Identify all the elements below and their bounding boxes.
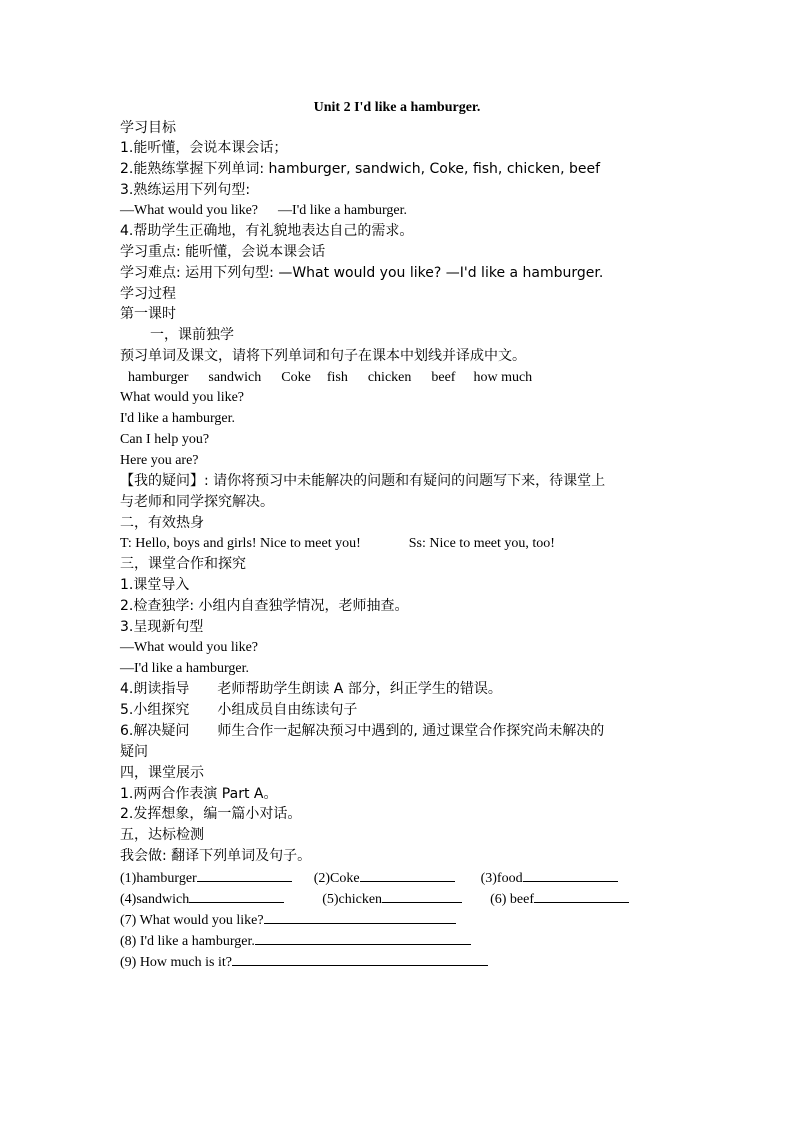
class-step-4-text: 老师帮助学生朗读 A 部分，纠正学生的错误。 xyxy=(217,681,502,697)
test-item-4: (4)sandwich xyxy=(120,892,190,907)
class-step-3: 3.呈现新句型 xyxy=(120,619,204,635)
answer-blank[interactable] xyxy=(360,867,455,882)
section-1-heading: 一，课前独学 xyxy=(150,327,234,343)
warm-up-dialogue xyxy=(120,534,555,554)
preview-sentence-4: Here you are? xyxy=(120,453,199,468)
goal-3: 3.熟练运用下列句型: xyxy=(120,182,251,198)
word: hamburger xyxy=(128,370,189,385)
class-step-6 xyxy=(120,721,604,741)
process-heading: 学习过程 xyxy=(120,286,176,302)
class-step-6-text: 师生合作一起解决预习中遇到的, 通过课堂合作探究尚未解决的 xyxy=(217,723,605,739)
answer-blank[interactable] xyxy=(232,951,488,966)
goal-2: 2.能熟练掌握下列单词: hamburger, sandwich, Coke, fish, chicken, beef xyxy=(120,161,601,177)
class-step-3-sentence-a: —What would you like? xyxy=(120,640,259,655)
test-item-9: (9) How much is it? xyxy=(120,955,232,970)
section-3-heading: 三，课堂合作和探究 xyxy=(120,556,246,572)
test-row-1 xyxy=(120,867,618,889)
class-step-4 xyxy=(120,679,502,699)
class-step-6-continued: 疑问 xyxy=(120,744,148,760)
answer-blank[interactable] xyxy=(197,867,292,882)
document-title: Unit 2 I'd like a hamburger. xyxy=(313,100,481,115)
goal-4: 4.帮助学生正确地，有礼貌地表达自己的需求。 xyxy=(120,223,414,239)
test-item-3: (3)food xyxy=(480,871,523,886)
test-item-5: (5)chicken xyxy=(322,892,383,907)
test-item-6: (6) beef xyxy=(490,892,534,907)
preview-instruction: 预习单词及课文，请将下列单词和句子在课本中划线并译成中文。 xyxy=(120,348,526,364)
word: fish xyxy=(326,370,348,385)
word: chicken xyxy=(367,370,412,385)
word: sandwich xyxy=(208,370,262,385)
word-list xyxy=(128,368,532,388)
preview-sentence-1: What would you like? xyxy=(120,390,245,405)
test-row-5 xyxy=(120,951,488,973)
display-item-1: 1.两两合作表演 Part A。 xyxy=(120,786,278,802)
class-step-4-label: 4.朗读指导 xyxy=(120,681,190,697)
warm-up-teacher: T: Hello, boys and girls! Nice to meet you! xyxy=(120,536,361,551)
test-item-8: (8) I'd like a hamburger. xyxy=(120,934,255,949)
test-row-4 xyxy=(120,930,471,952)
lesson-1-heading: 第一课时 xyxy=(120,306,176,322)
answer-blank[interactable] xyxy=(382,888,462,903)
class-step-2: 2.检查独学: 小组内自查独学情况，老师抽查。 xyxy=(120,598,409,614)
test-item-7: (7) What would you like? xyxy=(120,913,264,928)
goal-3-sentences xyxy=(120,201,407,221)
answer-blank[interactable] xyxy=(534,888,629,903)
answer-blank[interactable] xyxy=(523,867,618,882)
word: beef xyxy=(431,370,456,385)
difficulty: 学习难点: 运用下列句型: —What would you like? —I'd like a hamburger. xyxy=(120,265,604,281)
goal-3-sentence-b: —I'd like a hamburger. xyxy=(278,203,408,218)
class-step-6-label: 6.解决疑问 xyxy=(120,723,190,739)
answer-blank[interactable] xyxy=(255,930,471,945)
display-item-2: 2.发挥想象，编一篇小对话。 xyxy=(120,806,302,822)
test-row-2 xyxy=(120,888,629,910)
preview-sentence-2: I'd like a hamburger. xyxy=(120,411,236,426)
preview-sentence-3: Can I help you? xyxy=(120,432,210,447)
test-row-3 xyxy=(120,909,456,931)
class-step-5 xyxy=(120,700,357,720)
class-step-3-sentence-b: —I'd like a hamburger. xyxy=(120,661,250,676)
goals-heading: 学习目标 xyxy=(120,120,176,136)
answer-blank[interactable] xyxy=(264,909,456,924)
section-2-heading: 二，有效热身 xyxy=(120,515,204,531)
test-intro: 我会做: 翻译下列单词及句子。 xyxy=(120,848,312,864)
word: Coke xyxy=(281,370,311,385)
key-point: 学习重点: 能听懂，会说本课会话 xyxy=(120,244,326,260)
my-question-line-1: 【我的疑问】: 请你将预习中未能解决的问题和有疑问的问题写下来，待课堂上 xyxy=(120,473,606,489)
section-4-heading: 四，课堂展示 xyxy=(120,765,204,781)
warm-up-students: Ss: Nice to meet you, too! xyxy=(408,536,555,551)
class-step-5-text: 小组成员自由练读句子 xyxy=(217,702,358,718)
goal-1: 1.能听懂，会说本课会话； xyxy=(120,140,288,156)
class-step-5-label: 5.小组探究 xyxy=(120,702,190,718)
answer-blank[interactable] xyxy=(189,888,284,903)
class-step-1: 1.课堂导入 xyxy=(120,577,190,593)
test-item-2: (2)Coke xyxy=(313,871,360,886)
goal-3-sentence-a: —What would you like? xyxy=(120,203,259,218)
section-5-heading: 五，达标检测 xyxy=(120,827,204,843)
test-item-1: (1)hamburger xyxy=(120,871,197,886)
my-question-line-2: 与老师和同学探究解决。 xyxy=(120,494,274,510)
word: how much xyxy=(473,370,533,385)
